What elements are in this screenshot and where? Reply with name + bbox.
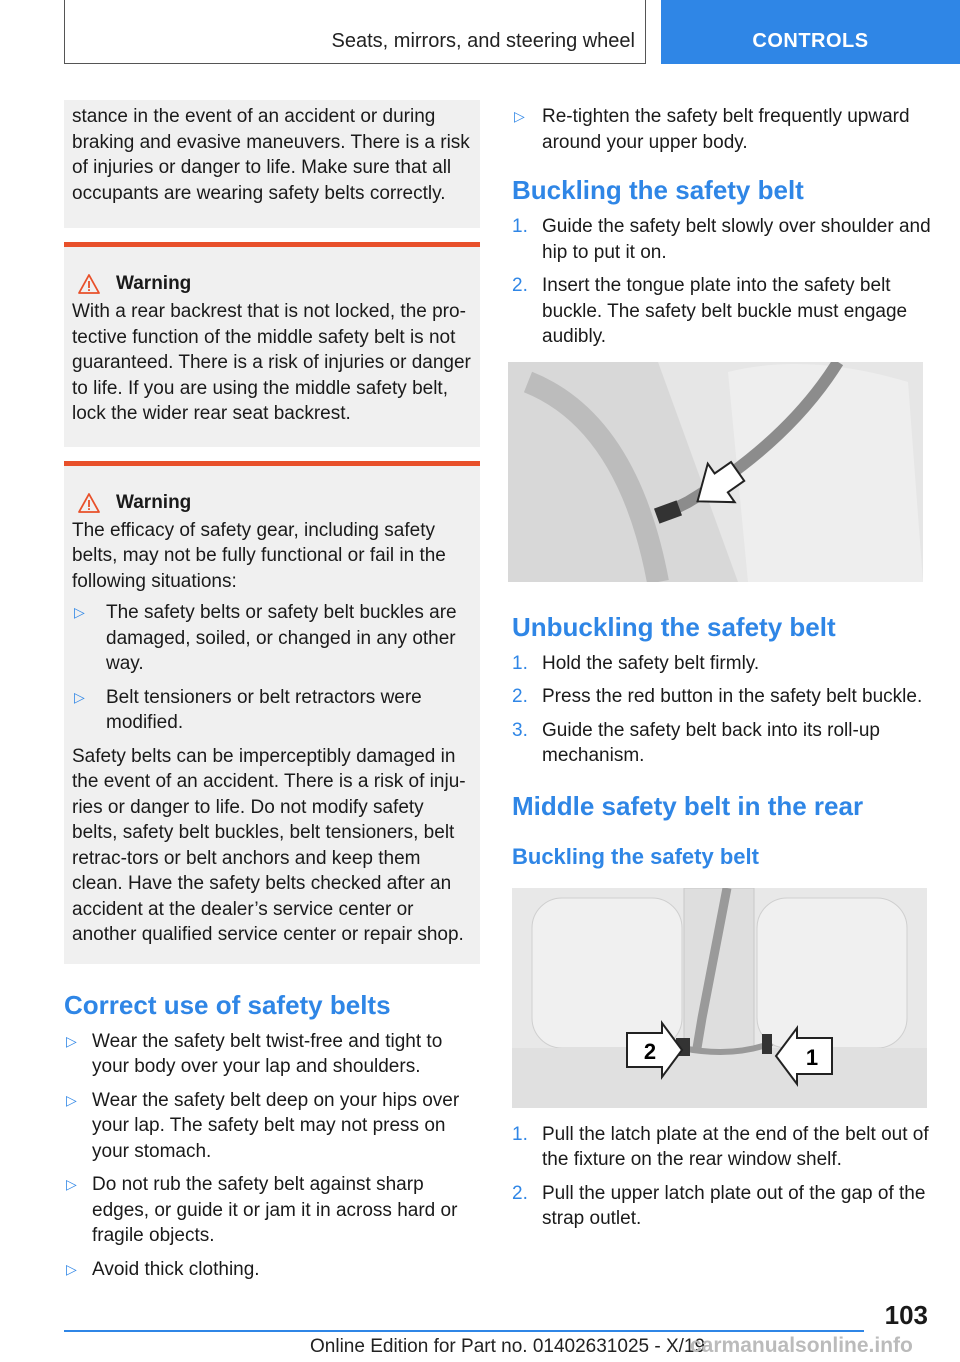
buckling-steps <box>512 214 932 350</box>
svg-text:1: 1 <box>805 1044 819 1070</box>
intro-box <box>64 100 480 228</box>
header-section-title: Seats, mirrors, and steering wheel <box>331 30 635 52</box>
list-item: ▷ Wear the safety belt twist-free and tight to your body over your lap and shoulders. <box>64 1029 480 1080</box>
warning-text-2: Safety belts can be imperceptibly damaged in the event of an accident. There is a risk of inju-ries or danger to life. Do not modify safety belts, safety belt buckles, belt tensioners, belt retrac-tors or belt anchors and keep them clean. Have the safety belts checked after an accident at the dealer’s service center or another qualified service center or repair shop. <box>72 745 466 945</box>
triangle-bullet-icon: ▷ <box>514 108 525 124</box>
list-item: 2. Insert the tongue plate into the safety belt buckle. The safety belt buckle must engage audibly. <box>512 275 908 347</box>
page-number: 103 <box>884 1300 928 1330</box>
middle-belt-steps <box>512 1122 932 1232</box>
triangle-bullet-icon: ▷ <box>66 1091 77 1108</box>
warning-title-text: Warning <box>116 273 192 294</box>
warning-title <box>72 466 472 518</box>
warning-text: The efficacy of safety gear, including safety belts, may not be fully functional or fail in the following situations: <box>72 519 446 592</box>
list-item: 2. Press the red button in the safety belt buckle. <box>512 686 923 707</box>
footer-divider <box>64 1330 864 1332</box>
middle-belt-illustration <box>512 888 927 1108</box>
unbuckling-steps <box>512 651 932 769</box>
header-section-box <box>64 0 646 64</box>
list-item: 1. Guide the safety belt slowly over shoulder and hip to put it on. <box>512 216 931 263</box>
list-item: ▷ Avoid thick clothing. <box>64 1257 480 1283</box>
warning-bullet-list <box>72 600 472 736</box>
footer-edition: Online Edition for Part no. 01402631025 - X/19 <box>310 1336 706 1357</box>
triangle-bullet-icon: ▷ <box>66 1260 77 1277</box>
triangle-bullet-icon: ▷ <box>66 1176 77 1192</box>
subsection-heading: Buckling the safety belt <box>512 843 759 869</box>
seatbelt-buckle-image <box>508 362 923 582</box>
warning-title <box>72 247 472 299</box>
header-chapter-tab[interactable] <box>661 0 960 64</box>
svg-text:2: 2 <box>643 1038 657 1064</box>
header-chapter-label: CONTROLS <box>752 30 869 52</box>
list-item: 1. Hold the safety belt firmly. <box>512 652 760 674</box>
warning-text: With a rear backrest that is not locked, the pro-tective function of the middle safety belt is not guaranteed. There is a risk of injuries or danger to life. If you are using the middle safety belt, lock the wider rear seat backrest. <box>72 301 471 424</box>
list-item: 1. Pull the latch plate at the end of the belt out of the fixture on the rear window shelf. <box>512 1123 929 1170</box>
rear-seat-image <box>512 888 927 1108</box>
section-heading: Middle safety belt in the rear <box>512 790 864 821</box>
section-heading: Unbuckling the safety belt <box>512 611 836 642</box>
triangle-bullet-icon: ▷ <box>74 688 85 705</box>
warning-title-text: Warning <box>116 491 192 513</box>
list-item: ▷ The safety belts or safety belt buckles are damaged, soiled, or changed in any other way. <box>72 600 472 677</box>
warning-icon <box>78 493 100 513</box>
list-item: ▷ Belt tensioners or belt retractors were modified. <box>72 685 472 736</box>
left-column <box>64 100 480 1290</box>
intro-text: stance in the event of an accident or during braking and evasive maneuvers. There is a risk of injuries or danger to life. Make sure that all occupants are wearing safety belts correctly. <box>72 106 470 204</box>
section-heading: Buckling the safety belt <box>512 175 804 205</box>
list-item: ▷ Do not rub the safety belt against sharp edges, or guide it or jam it in across hard or fragile objects. <box>64 1172 480 1249</box>
right-column <box>512 104 932 1240</box>
correct-use-list <box>64 1029 480 1283</box>
warning-box-1 <box>64 247 480 447</box>
list-item: ▷ Re-tighten the safety belt frequently upward around your upper body. <box>512 104 932 155</box>
list-item: ▷ Wear the safety belt deep on your hips over your lap. The safety belt may not press on your stomach. <box>64 1088 480 1165</box>
warning-box-2 <box>64 466 480 964</box>
section-heading: Correct use of safety belts <box>64 989 391 1020</box>
warning-icon <box>78 274 100 294</box>
retighten-list <box>512 104 932 155</box>
triangle-bullet-icon: ▷ <box>74 604 85 620</box>
list-item: 3. Guide the safety belt back into its roll-up mechanism. <box>512 719 880 766</box>
footer-watermark: carmanualsonline.info <box>690 1334 913 1357</box>
buckle-illustration <box>508 362 923 582</box>
triangle-bullet-icon: ▷ <box>66 1032 77 1049</box>
list-item: 2. Pull the upper latch plate out of the gap of the strap outlet. <box>512 1182 926 1229</box>
